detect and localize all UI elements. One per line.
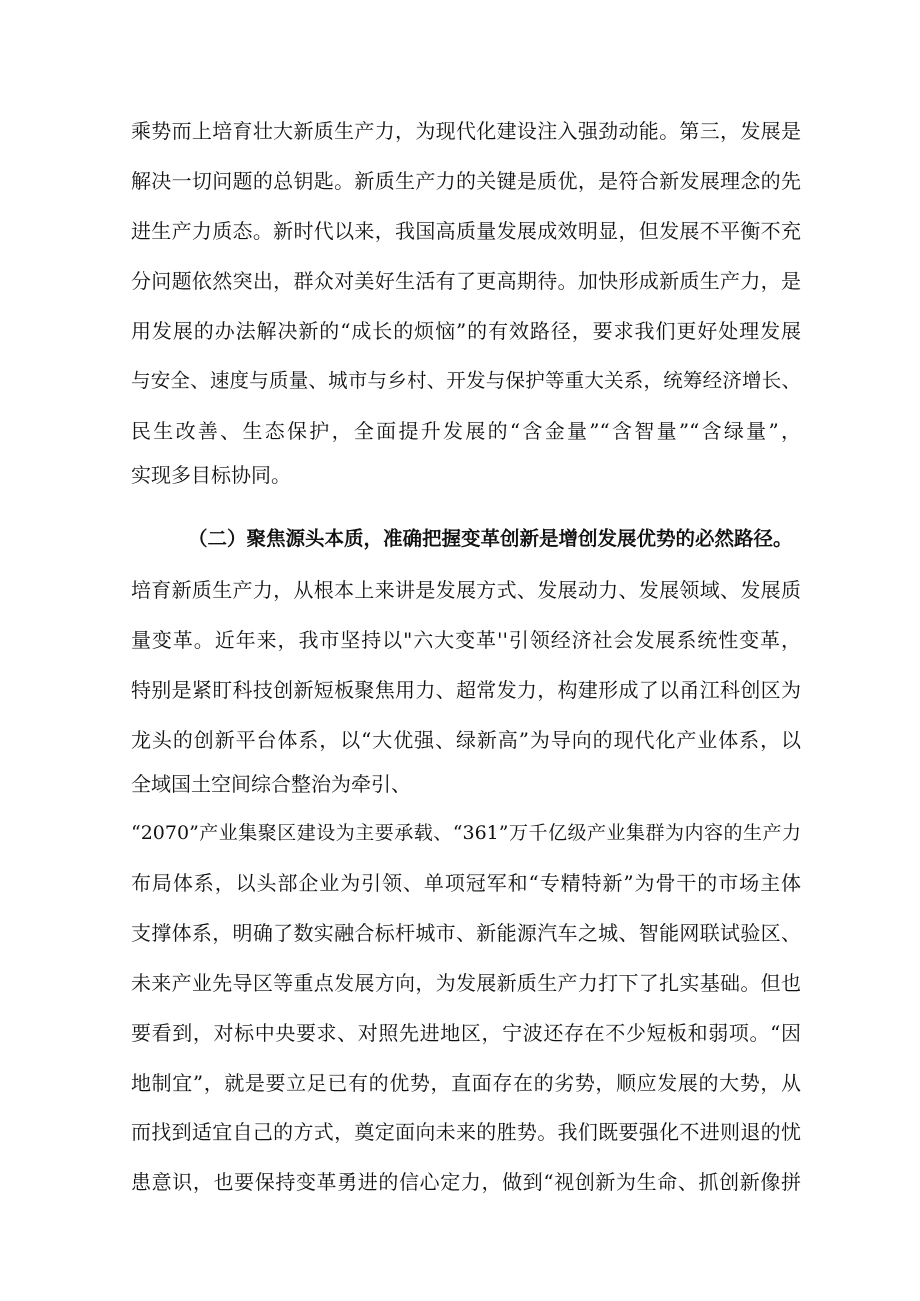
- paragraph-1-line-8: 实现多目标协同。: [131, 463, 291, 487]
- paragraph-1-line-4: 分问题依然突出，群众对美好生活有了更高期待。加快形成新质生产力，是: [131, 269, 801, 293]
- paragraph-1-line-7: 民生改善、生态保护，全面提升发展的“含金量”“含智量”“含绿量”，: [131, 419, 801, 443]
- paragraph-2-line-5: 全域国土空间综合整治为牵引、: [131, 772, 411, 796]
- paragraph-1-line-5: 用发展的办法解决新的“成长的烦恼”的有效路径，要求我们更好处理发展: [131, 319, 801, 343]
- paragraph-2-line-6: “2070”产业集聚区建设为主要承载、“361”万千亿级产业集群为内容的生产力: [131, 822, 801, 844]
- paragraph-1-line-2: 解决一切问题的总钥匙。新质生产力的关键是质优，是符合新发展理念的先: [131, 169, 801, 193]
- paragraph-1-line-1: 乘势而上培育壮大新质生产力，为现代化建设注入强劲动能。第三，发展是: [131, 119, 801, 143]
- paragraph-2-line-9: 未来产业先导区等重点发展方向，为发展新质生产力打下了扎实基础。但也: [131, 971, 801, 995]
- paragraph-2-line-10: 要看到，对标中央要求、对照先进地区，宁波还存在不少短板和弱项。“因: [131, 1021, 801, 1045]
- paragraph-2-line-1: 培育新质生产力，从根本上来讲是发展方式、发展动力、发展领域、发展质: [131, 578, 801, 602]
- paragraph-1-line-6: 与安全、速度与质量、城市与乡村、开发与保护等重大关系，统筹经济增长、: [131, 369, 801, 392]
- paragraph-2-line-13: 患意识，也要保持变革勇进的信心定力，做到“视创新为生命、抓创新像拼: [131, 1170, 801, 1194]
- paragraph-2-line-7: 布局体系，以头部企业为引领、单项冠军和“专精特新”为骨干的市场主体: [131, 871, 801, 895]
- paragraph-2-line-3: 特别是紧盯科技创新短板聚焦用力、超常发力，构建形成了以甬江科创区为: [131, 678, 801, 702]
- section-heading: （二）聚焦源头本质，准确把握变革创新是增创发展优势的必然路径。: [188, 527, 793, 550]
- paragraph-1-line-3: 进生产力质态。新时代以来，我国高质量发展成效明显，但发展不平衡不充: [131, 219, 801, 243]
- paragraph-2-line-8: 支撑体系，明确了数实融合标杆城市、新能源汽车之城、智能网联试验区、: [131, 921, 801, 945]
- paragraph-2-line-11: 地制宜”，就是要立足已有的优势，直面存在的劣势，顺应发展的大势，从: [131, 1071, 801, 1095]
- paragraph-2-line-2: 量变革。近年来，我市坚持以"六大变革''引领经济社会发展系统性变革，: [131, 628, 801, 652]
- paragraph-2-line-4: 龙头的创新平台体系，以“大优强、绿新高”为导向的现代化产业体系，以: [131, 728, 801, 752]
- paragraph-2-line-12: 而找到适宜自己的方式，奠定面向未来的胜势。我们既要强化不进则退的忧: [131, 1120, 801, 1144]
